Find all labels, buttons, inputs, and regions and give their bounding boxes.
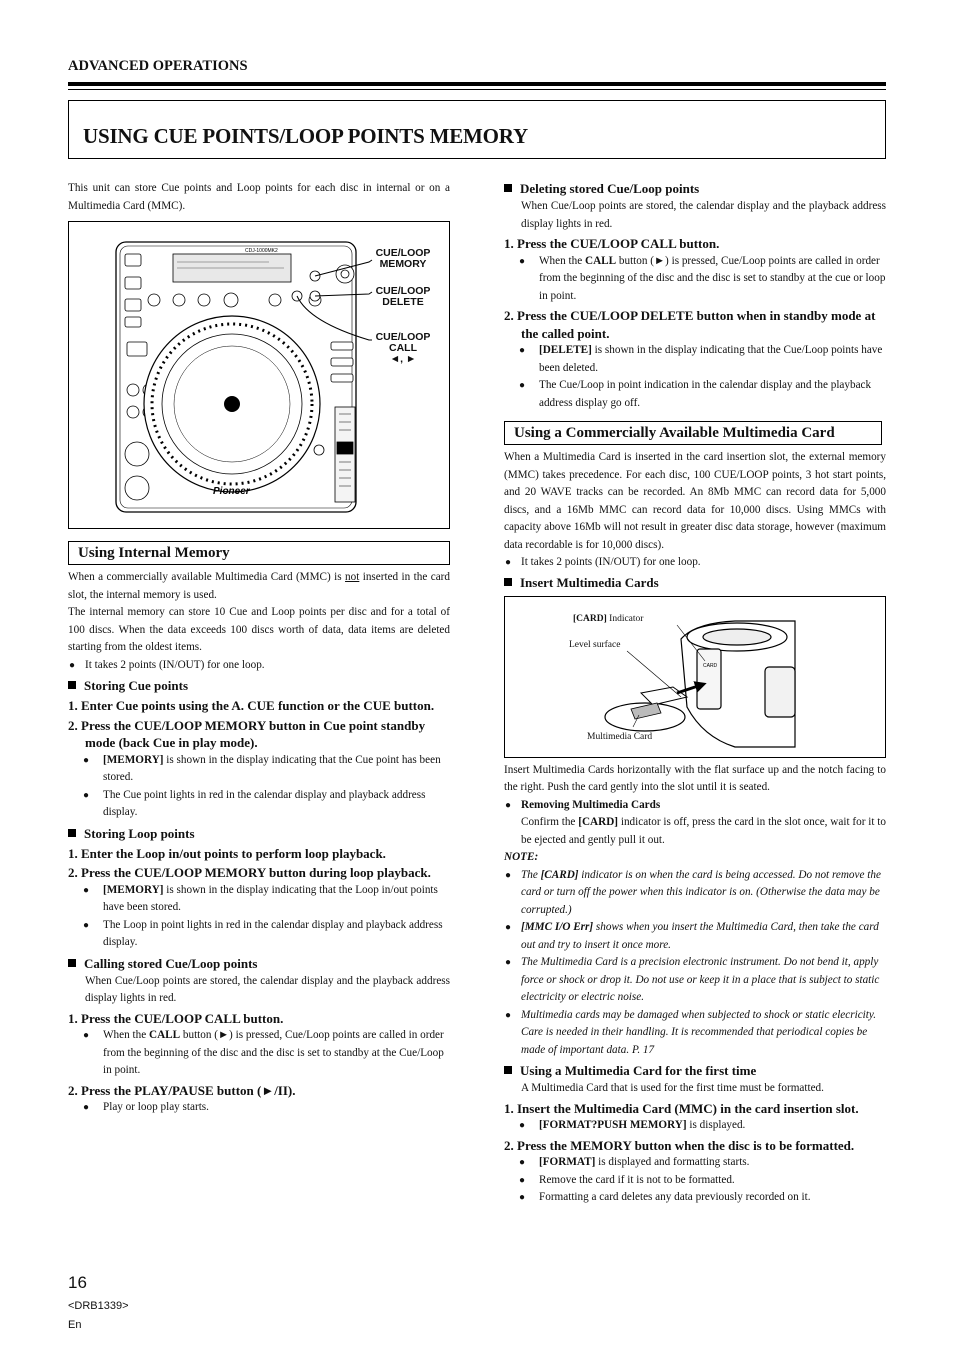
calling-step2: 2. Press the PLAY/PAUSE button (►/II). [68,1082,296,1098]
label-cue-loop-delete: CUE/LOOP DELETE [375,285,431,308]
note-label: NOTE: [504,851,539,863]
note-2: ● [MMC I/O Err] shows when you insert the Multimedia Card, then take the card out and try to insert it once more. [504,919,886,954]
first-time-step1: 1. Insert the Multimedia Card (MMC) in the card insertion slot. [504,1100,859,1116]
calling-text: When Cue/Loop points are stored, the calendar display and the playback address display lights in red. [85,974,450,1004]
left-column [68,180,450,1117]
storing-cue-bullet1: ● [MEMORY] is shown in the display indicating that the Cue point has been stored. [68,752,450,787]
mmc-text: When a Multimedia Card is inserted in the card insertion slot, the external memory (MMC) takes precedence. For each disc, 100 CUE/LOOP points, 3 hot start points, and 20 WAVE tracks can be recorded. An 8Mb MMC can record data for 5,000 discs, and a 16Mb MMC can record data for 10,000 discs. Using MMCs with capacity above 16Mb will not result in greater disc data storage, however (maximum data recordable is for 10,000 discs). [504,451,886,551]
deleting-bullet2: ● [DELETE] is shown in the display indicating that the Cue/Loop points have been deleted. [504,342,886,377]
page-title: USING CUE POINTS/LOOP POINTS MEMORY [83,124,528,148]
calling-bullet2: ● Play or loop play starts. [68,1099,450,1117]
calling-bullet1: ● When the CALL button (►) is pressed, Cue/Loop points are called in order from the beginning of the disc and the disc is set to standby at the Cue/Loop in point. [68,1027,450,1080]
title-box [68,100,886,159]
internal-p1: When a commercially available Multimedia Card (MMC) is not inserted in the card slot, the internal memory is used. [68,571,450,601]
right-column [504,180,886,1207]
first-time-text: A Multimedia Card that is used for the first time must be formatted. [521,1082,824,1094]
storing-loop-bullet1: ● [MEMORY] is shown in the display indicating that the Loop in/out points have been stored. [68,882,450,917]
model-text: CDJ-1000MK2 [245,248,278,254]
multimedia-card-label: Multimedia Card [587,731,653,742]
brand-logo: Pioneer [213,486,250,497]
card-indicator-label: [CARD] Indicator [573,613,644,624]
intro-text: This unit can store Cue points and Loop points for each disc in internal or on a Multimedia Card (MMC). [68,182,450,212]
internal-memory-heading: Using Internal Memory [68,541,450,565]
first-time-heading: Using a Multimedia Card for the first time [504,1062,886,1080]
mmc-heading: Using a Commercially Available Multimedia Card [504,421,882,445]
calling-step1: 1. Press the CUE/LOOP CALL button. [68,1010,284,1026]
first-time-bullet1: ● [FORMAT?PUSH MEMORY] is displayed. [504,1117,886,1135]
storing-cue-step1: 1. Enter Cue points using the A. CUE function or the CUE button. [68,698,435,713]
note-1: ● The [CARD] indicator is on when the card is being accessed. Do not remove the card or turn off the power when this indicator is on. (Otherwise the data may be corrupted.) [504,867,886,920]
doc-code: <DRB1339> [68,1300,129,1312]
cdj-figure [68,221,450,529]
internal-bullet: ● It takes 2 points (IN/OUT) for one loop. [68,657,450,675]
storing-cue-bullet2: ● The Cue point lights in red in the calendar display and playback address display. [68,787,450,822]
storing-loop-heading: Storing Loop points [68,825,450,843]
first-time-bullet2: ● [FORMAT] is displayed and formatting starts. [504,1154,886,1172]
storing-loop-step2: 2. Press the CUE/LOOP MEMORY button during loop playback. [68,865,431,880]
insert-text: Insert Multimedia Cards horizontally with the flat surface up and the notch facing to the right. Push the card gently into the slot until it is seated. [504,763,886,793]
removing-heading: ● Removing Multimedia Cards [504,797,886,815]
first-time-step2: 2. Press the MEMORY button when the disc is to be formatted. [504,1137,855,1153]
section-label: ADVANCED OPERATIONS [68,58,248,74]
note-3: ● The Multimedia Card is a precision electronic instrument. Do not bend it, apply force or shock or drop it. Do not use or keep it in a place that is subject to static electricity or electric noise. [504,954,886,1007]
label-cue-loop-memory: CUE/LOOP MEMORY [375,247,431,270]
mmc-illustration [505,597,885,757]
calling-heading: Calling stored Cue/Loop points [68,955,450,973]
deleting-bullet1: ● When the CALL button (►) is pressed, Cue/Loop points are called in order from the beginning of the disc and the disc is set to standby at the cue or loop in point. [504,253,886,306]
mmc-bullet: ● It takes 2 points (IN/OUT) for one loop. [504,554,886,572]
internal-p2: The internal memory can store 10 Cue and Loop points per disc and for a total of 100 discs. When the data exceeds 100 discs worth of data, data items are deleted starting from the oldest items. [68,606,450,653]
storing-cue-heading: Storing Cue points [68,677,450,695]
storing-cue-step2: 2. Press the CUE/LOOP MEMORY button in Cue point standby mode (back Cue in play mode). [68,717,426,750]
first-time-bullet3: ● Remove the card if it is not to be formatted. [504,1172,886,1190]
note-4: ● Multimedia cards may be damaged when subjected to shock or static elecricity. Care is needed in their handling. It is recommended that periodical copies be made of important data. P. 17 [504,1007,886,1060]
language-code: En [68,1319,82,1331]
card-slot-label: CARD [703,662,718,669]
deleting-bullet3: ● The Cue/Loop in point indication in the calendar display and the playback address display go off. [504,377,886,412]
storing-loop-step1: 1. Enter the Loop in/out points to perform loop playback. [68,845,386,861]
deleting-text: When Cue/Loop points are stored, the calendar display and the playback address display lights in red. [521,200,886,230]
removing-text: Confirm the [CARD] indicator is off, press the card in the slot once, wait for it to be ejected and gently pull it out. [521,816,886,846]
deleting-step1: 1. Press the CUE/LOOP CALL button. [504,236,720,251]
header-rule-thick [68,82,886,86]
mmc-figure [504,596,886,758]
label-cue-loop-call: CUE/LOOP CALL ◄, ► [375,331,431,365]
first-time-bullet4: ● Formatting a card deletes any data previously recorded on it. [504,1189,886,1207]
page-number: 16 [68,1273,87,1292]
insert-heading: Insert Multimedia Cards [504,574,886,592]
storing-loop-bullet2: ● The Loop in point lights in red in the calendar display and playback address display. [68,917,450,952]
header-rule-thin [68,89,886,90]
deleting-heading: Deleting stored Cue/Loop points [504,180,886,198]
deleting-step2: 2. Press the CUE/LOOP DELETE button when in standby mode at the called point. [504,308,876,341]
level-surface-label: Level surface [569,639,621,650]
